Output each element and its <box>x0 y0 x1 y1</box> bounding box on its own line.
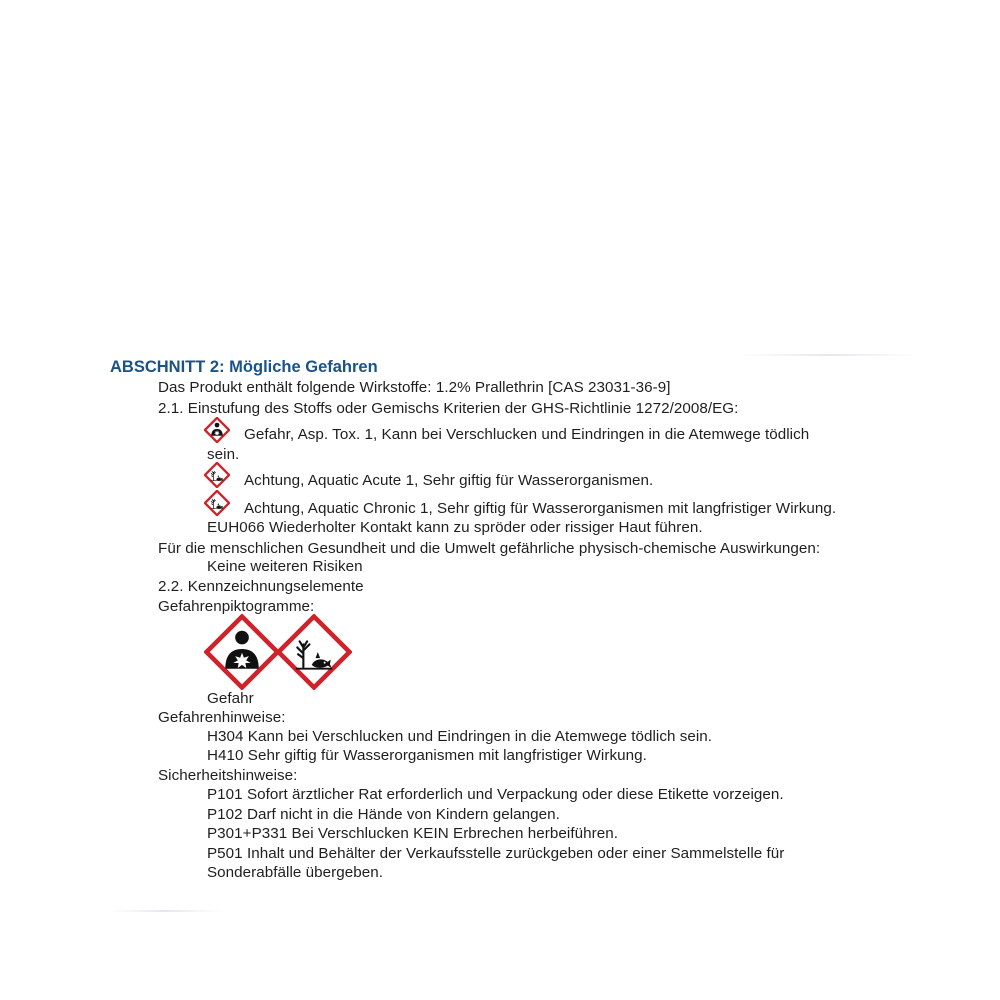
environment-icon <box>204 490 230 516</box>
classification-3-text: Achtung, Aquatic Chronic 1, Sehr giftig für Wasserorganismen mit langfristiger Wirkung. <box>244 500 837 517</box>
environment-icon <box>204 462 230 488</box>
classification-1-continued: sein. <box>207 446 240 463</box>
safety-statement-continued: Sonderabfälle übergeben. <box>207 864 383 881</box>
safety-statements-label: Sicherheitshinweise: <box>158 767 298 784</box>
safety-statement: P101 Sofort ärztlicher Rat erforderlich und Verpackung oder diese Etikette vorzeigen. <box>207 786 784 803</box>
environment-icon <box>276 614 352 690</box>
safety-statement: P501 Inhalt und Behälter der Verkaufsstelle zurückgeben oder einer Sammelstelle für <box>207 845 785 862</box>
scan-artifact-rule <box>108 910 223 912</box>
signal-word: Gefahr <box>207 690 254 707</box>
pictograms-label: Gefahrenpiktogramme: <box>158 598 315 615</box>
subsection-2-1-title: 2.1. Einstufung des Stoffs oder Gemischs Kriterien der GHS-Richtlinie 1272/2008/EG: <box>158 400 739 417</box>
health-hazard-icon <box>204 417 230 443</box>
active-ingredient-line: Das Produkt enthält folgende Wirkstoffe: 1.2% Prallethrin [CAS 23031-36-9] <box>158 379 671 396</box>
classification-1-text: Gefahr, Asp. Tox. 1, Kann bei Verschlucken und Eindringen in die Atemwege tödlich <box>244 426 810 443</box>
physchem-value: Keine weiteren Risiken <box>207 558 363 575</box>
subsection-2-2-title: 2.2. Kennzeichnungselemente <box>158 578 364 595</box>
classification-2-text: Achtung, Aquatic Acute 1, Sehr giftig für Wasserorganismen. <box>244 472 654 489</box>
health-hazard-icon <box>204 614 280 690</box>
safety-statement: P301+P331 Bei Verschlucken KEIN Erbrechen herbeiführen. <box>207 825 618 842</box>
euh-statement: EUH066 Wiederholter Kontakt kann zu spröder oder rissiger Haut führen. <box>207 519 703 536</box>
hazard-statements-label: Gefahrenhinweise: <box>158 709 286 726</box>
safety-statement: P102 Darf nicht in die Hände von Kindern gelangen. <box>207 806 560 823</box>
scan-artifact-rule <box>740 354 920 356</box>
section-heading: ABSCHNITT 2: Mögliche Gefahren <box>110 358 378 376</box>
hazard-statement: H410 Sehr giftig für Wasserorganismen mit langfristiger Wirkung. <box>207 747 647 764</box>
physchem-label: Für die menschlichen Gesundheit und die Umwelt gefährliche physisch-chemische Auswirkungen: <box>158 540 821 557</box>
hazard-statement: H304 Kann bei Verschlucken und Eindringen in die Atemwege tödlich sein. <box>207 728 713 745</box>
